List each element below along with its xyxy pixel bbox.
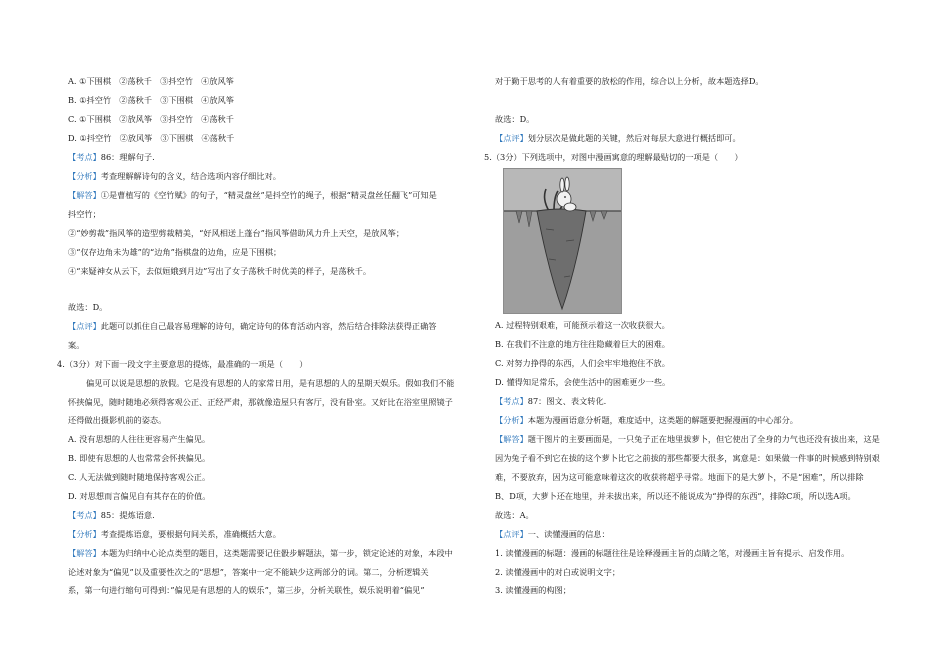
jieda-4-cont: 对于勤于思考的人有着重要的放松的作用，综合以上分析，故本题选择D。: [495, 76, 764, 86]
option-4d: D. 对思想而言偏见自有其存在的价值。: [68, 491, 211, 501]
question-5: 5.（3分）下列选项中，对图中漫画寓意的理解最贴切的一项是（ ）: [484, 152, 743, 162]
passage-line: 怀挟偏见，随时随地必须得客观公正、正经严肃，那就像造屋只有客厅，没有卧室。又好比在浴室里照镜子: [68, 397, 453, 407]
answer-4: 故选：D。: [495, 114, 535, 124]
jieda-4-line: 系，第一句进行缩句可得到：”偏见是有思想的人的娱乐”，第三步，分析关联性，娱乐说明着“偏见”: [68, 585, 425, 595]
option-d: D. ①抖空竹 ②放风筝 ③下围棋 ④荡秋千: [68, 133, 235, 143]
option-5a: A. 过程特别艰难，可能预示着这一次收获很大。: [495, 320, 670, 330]
dianping-4: 【点评】划分层次是做此题的关键，然后对每层大意进行概括即可。: [495, 133, 741, 143]
jieda-4: 【解答】本题为归纳中心论点类型的题目，这类题需要记住骰步解题法，第一步，锁定论述的对象，本段中: [68, 548, 453, 558]
answer-3: 故选：D。: [68, 302, 108, 312]
kaodian-4: 【考点】85：提炼语意.: [68, 510, 155, 520]
cartoon-image: [503, 168, 622, 314]
dianping-5: 【点评】一、读懂漫画的信息：: [495, 529, 610, 539]
jieda-5-line: 因为兔子看不到它在拔的这个萝卜比它之前拔的那些都要大很多，寓意是：如果做一件事的时候感到特别艰: [495, 453, 880, 463]
kaodian-5: 【考点】87：图文、表文转化.: [495, 396, 607, 406]
option-a: A. ①下围棋 ②荡秋千 ③抖空竹 ④放风筝: [68, 76, 234, 86]
option-c: C. ①下围棋 ②放风筝 ③抖空竹 ④荡秋千: [68, 114, 234, 124]
question-4: 4.（3分）对下面一段文字主要意思的提炼，最准确的一项是（ ）: [57, 359, 308, 369]
tip-2: 2. 读懂漫画中的对白或说明文字；: [495, 567, 621, 577]
jieda-5-line: 难，不要放弃，因为这可能意味着这次的收获将超乎寻常。地面下的是大萝卜，不是“困难”，所以排除: [495, 472, 864, 482]
jieda-4-line: 论述对象为“偏见”以及重要性次之的“思想”，答案中一定不能缺少这两部分的词。第二，分析逻辑关: [68, 567, 429, 577]
dianping-3: 【点评】此题可以抓住自己最容易理解的诗句，确定诗句的体育活动内容，然后结合排除法获得正确答: [68, 321, 437, 331]
option-5b: B. 在我们不注意的地方往往隐藏着巨大的困难。: [495, 339, 670, 349]
option-4b: B. 即使有思想的人也常常会怀挟偏见。: [68, 453, 211, 463]
fenxi-4: 【分析】考查提炼语意，要根据句间关系，准确概括大意。: [68, 529, 281, 539]
fenxi-3: 【分析】考查理解解诗句的含义，结合选项内容仔细比对。: [68, 171, 281, 181]
jieda-3-line: ③“仅存边角未为雄”的“边角”指棋盘的边角，应是下围棋；: [68, 247, 282, 257]
tip-1: 1. 读懂漫画的标题：漫画的标题往往是诠释漫画主旨的点睛之笔，对漫画主旨有提示、启发作用。: [495, 548, 850, 558]
jieda-3-line: ④“来疑神女从云下，去似姮娥到月边”写出了女子荡秋千时优美的样子，是荡秋千。: [68, 266, 372, 276]
option-4c: C. 人无法做到随时随地保持客观公正。: [68, 472, 211, 482]
jieda-5: 【解答】题干图片的主要画面是，一只兔子正在地里拔萝卜，但它使出了全身的力气也还没有拔出来，这是: [495, 434, 880, 444]
answer-5: 故选：A。: [495, 510, 534, 520]
jieda-3-line: ②“妙剪裁”指风筝的造型剪裁精美，“好风相送上蓬台”指风筝借助风力升上天空，是放风筝；: [68, 228, 405, 238]
tip-3: 3. 读懂漫画的构图；: [495, 585, 571, 595]
kaodian-3: 【考点】86：理解句子.: [68, 152, 155, 162]
option-b: B. ①抖空竹 ②荡秋千 ③下围棋 ④放风筝: [68, 95, 234, 105]
option-5c: C. 对努力挣得的东西，人们会牢牢地抱住不放。: [495, 358, 670, 368]
jieda-5-line: B、D项，大萝卜还在地里，并未拔出来，所以还不能说成为“挣得的东西”，排除C项，所以选A项。: [495, 491, 856, 501]
rabbit-carrot-illustration: [504, 169, 621, 313]
passage-line: 偏见可以说是思想的放假。它是没有思想的人的家常日用，是有思想的人的星期天娱乐。假如我们不能: [86, 378, 455, 388]
option-5d: D. 懂得知足常乐，会使生活中的困难更少一些。: [495, 377, 671, 387]
dianping-3-line: 案。: [68, 340, 85, 350]
jieda-3: 【解答】①是曹植写的《空竹赋》的句子，“精灵盘丝”是抖空竹的绳子，根据“精灵盘丝任翻飞”可知是: [68, 190, 437, 200]
jieda-3-line: 抖空竹；: [68, 209, 101, 219]
option-4a: A. 没有思想的人往往更容易产生偏见。: [68, 434, 211, 444]
fenxi-5: 【分析】本题为漫画语意分析题，难度适中，这类题的解题要把握漫画的中心部分。: [495, 415, 798, 425]
passage-line: 还得做出摄影机前的姿态。: [68, 415, 167, 425]
